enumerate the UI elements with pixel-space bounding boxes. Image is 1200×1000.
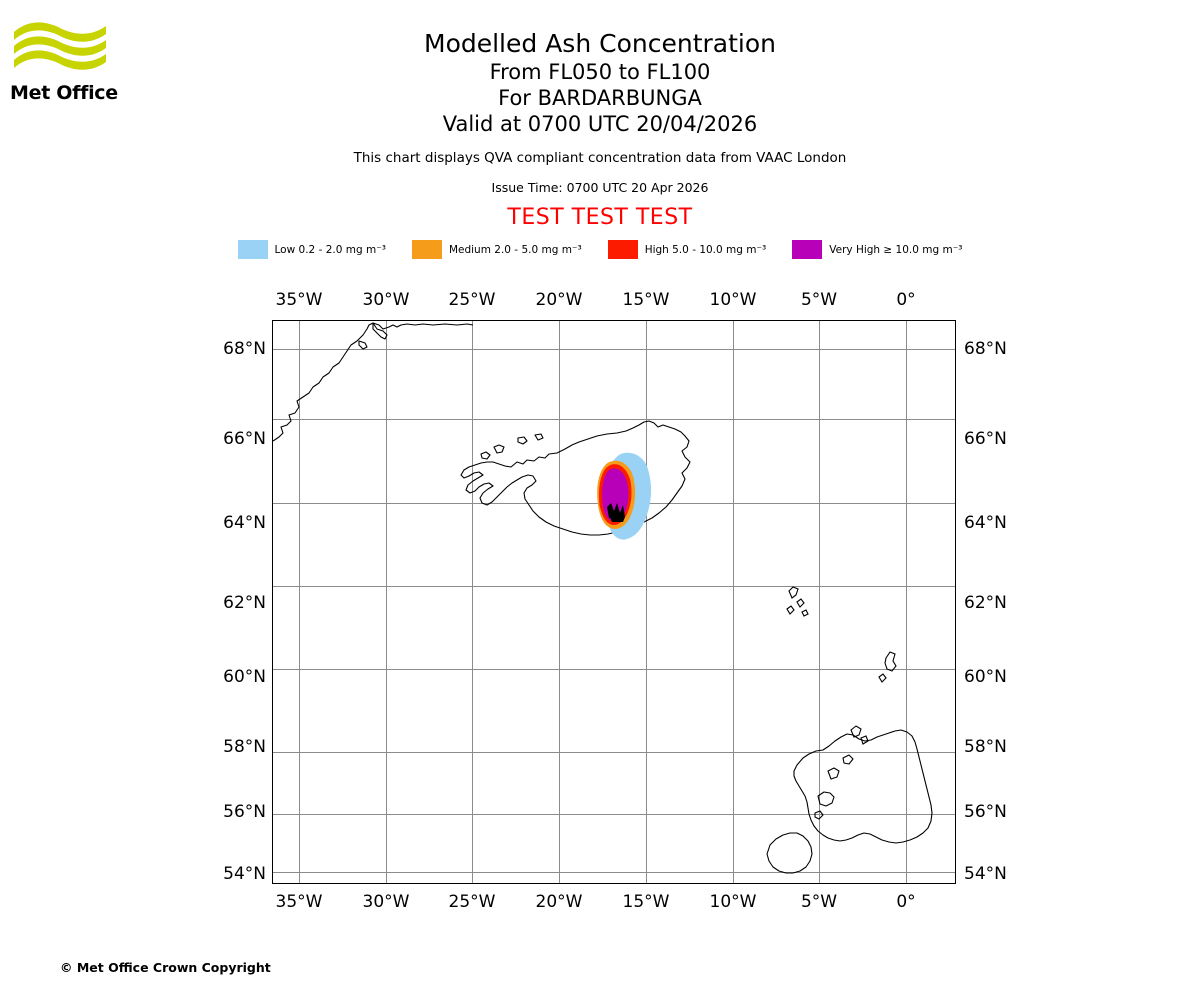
x-tick-top-15w: 15°W: [622, 290, 670, 310]
y-tick-left-66n: 66°N: [223, 429, 266, 449]
legend-item-low: [238, 240, 386, 259]
y-tick-left-62n: 62°N: [223, 593, 266, 613]
test-banner: TEST TEST TEST: [507, 205, 693, 230]
iceland-coastline: [461, 421, 690, 535]
x-tick-bottom-0: 0°: [896, 892, 916, 912]
title-flight-levels: From FL050 to FL100: [489, 60, 711, 84]
legend-item-medium: [412, 240, 582, 259]
shetland-coastline: [879, 652, 896, 682]
british-isles-coastline: [767, 730, 932, 873]
y-tick-right-62n: 62°N: [964, 593, 1007, 613]
y-tick-left-68n: 68°N: [223, 339, 266, 359]
x-tick-top-0: 0°: [896, 290, 916, 310]
title-volcano: For BARDARBUNGA: [498, 86, 702, 110]
x-tick-bottom-10w: 10°W: [709, 892, 757, 912]
chart-header: [0, 28, 1200, 230]
page-title: Modelled Ash Concentration: [424, 29, 776, 58]
legend-label-high: High 5.0 - 10.0 mg m⁻³: [644, 243, 767, 256]
faroe-islands-coastline: [787, 587, 808, 616]
legend-swatch-very-high: [792, 240, 822, 259]
x-tick-top-35w: 35°W: [275, 290, 323, 310]
legend-item-high: [608, 240, 767, 259]
issue-time: Issue Time: 0700 UTC 20 Apr 2026: [491, 180, 709, 195]
x-tick-top-10w: 10°W: [709, 290, 757, 310]
met-office-logo-text: Met Office: [10, 82, 118, 104]
x-tick-top-25w: 25°W: [448, 290, 496, 310]
x-tick-top-20w: 20°W: [535, 290, 583, 310]
x-tick-bottom-35w: 35°W: [275, 892, 323, 912]
y-tick-right-60n: 60°N: [964, 667, 1007, 687]
x-tick-bottom-5w: 5°W: [800, 892, 838, 912]
legend-label-low: Low 0.2 - 2.0 mg m⁻³: [274, 243, 386, 256]
legend-item-very-high: [792, 240, 962, 259]
map-plot-area: [272, 320, 956, 884]
y-tick-right-54n: 54°N: [964, 864, 1007, 884]
x-tick-bottom-20w: 20°W: [535, 892, 583, 912]
legend-label-medium: Medium 2.0 - 5.0 mg m⁻³: [448, 243, 582, 256]
y-tick-right-58n: 58°N: [964, 737, 1007, 757]
legend-swatch-medium: [412, 240, 442, 259]
y-tick-left-54n: 54°N: [223, 864, 266, 884]
ash-concentration-map: [223, 290, 1007, 912]
y-tick-left-60n: 60°N: [223, 667, 266, 687]
concentration-legend: [0, 240, 1200, 259]
x-tick-bottom-15w: 15°W: [622, 892, 670, 912]
map-gridlines: [273, 321, 955, 883]
y-tick-right-68n: 68°N: [964, 339, 1007, 359]
compliance-note: This chart displays QVA compliant concentration data from VAAC London: [353, 150, 847, 166]
y-tick-right-64n: 64°N: [964, 513, 1007, 533]
map-canvas: [273, 321, 955, 883]
x-tick-bottom-25w: 25°W: [448, 892, 496, 912]
greenland-coastline: [273, 323, 473, 441]
legend-swatch-low: [238, 240, 268, 259]
title-valid-time: Valid at 0700 UTC 20/04/2026: [442, 112, 758, 136]
y-tick-left-56n: 56°N: [223, 802, 266, 822]
x-tick-bottom-30w: 30°W: [362, 892, 410, 912]
copyright-notice: © Met Office Crown Copyright: [60, 960, 271, 975]
y-tick-right-66n: 66°N: [964, 429, 1007, 449]
y-tick-left-64n: 64°N: [223, 513, 266, 533]
legend-swatch-high: [608, 240, 638, 259]
legend-label-very-high: Very High ≥ 10.0 mg m⁻³: [829, 243, 963, 256]
x-tick-top-30w: 30°W: [362, 290, 410, 310]
y-tick-right-56n: 56°N: [964, 802, 1007, 822]
x-tick-top-5w: 5°W: [800, 290, 838, 310]
y-tick-left-58n: 58°N: [223, 737, 266, 757]
